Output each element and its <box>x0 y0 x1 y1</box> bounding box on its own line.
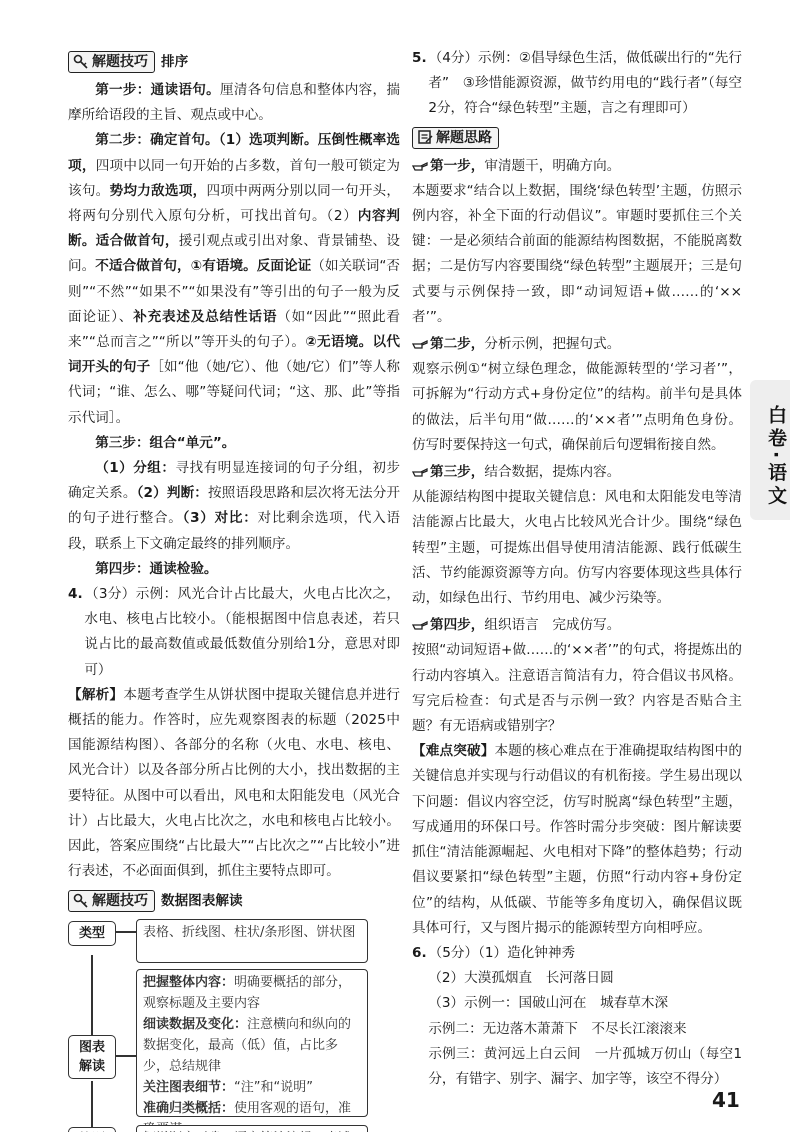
difficulty-breakthrough <box>412 739 742 941</box>
tip-header-sort <box>68 48 400 76</box>
connector-line <box>116 1055 136 1057</box>
tip-badge <box>68 51 155 73</box>
type-text: 表格、折线图、柱状/条形图、饼状图 <box>143 924 356 940</box>
step4-line <box>68 557 400 582</box>
pointing-hand-icon <box>412 465 428 477</box>
pointing-hand-icon <box>412 159 428 171</box>
connector-line <box>116 931 136 933</box>
type-box <box>136 919 368 963</box>
step3-heading-line <box>68 431 400 456</box>
step-subtitle: 结合数据，提炼内容。 <box>484 464 621 481</box>
reading-text <box>137 970 367 1132</box>
idea-step-2-body: 观察示例①“树立绿色理念，做能源转型的‘学习者’”，可拆解为“行动方式+身份定位”的结构。前半句是具体的做法，后半句用“做……的‘××者’”点明角色身份。仿写时要保持这一句式，确保前后句逻辑衔接自然。 <box>412 361 742 453</box>
step2-paragraph <box>68 128 400 430</box>
step-subtitle: 分析示例，把握句式。 <box>484 336 621 353</box>
idea-step-2 <box>412 332 742 357</box>
step3-f: 对比剩余选项，代入语段，联系上下文确定最终的排列顺序。 <box>68 510 401 552</box>
step2-g: 不适合做首句，①有语境。反面论证 <box>95 258 312 275</box>
idea-badge-label: 解题思路 <box>436 129 492 146</box>
idea-step-1-body: 本题要求“结合以上数据，围绕‘绿色转型’主题，仿照示例内容，补全下面的行动倡议”。审题时要抓住三个关键：一是必须结合前面的能源结构图数据，不能脱离数据；二是仿写内容要围绕“绿色转型”主题展开；三是句式要与示例保持一致，即“动词短语+做……的‘××者’”。 <box>412 182 742 325</box>
key-icon <box>73 892 89 908</box>
step2-f: 援引观点或引出对象、背景铺垫、设问。 <box>68 233 400 275</box>
question-4-body: （3分）示例：风光合计占比最大，火电占比次之，水电、核电占比较小。（能根据图中信息表述，若只说占比的最高数值或最低数值分别给1分，意思对即可） <box>84 586 400 678</box>
step2-heading: 第二步：确定首句。 <box>95 132 219 149</box>
step3-e: （3）对比： <box>182 510 258 527</box>
left-column <box>68 46 400 1132</box>
step3-paragraph <box>68 456 400 557</box>
analysis-body: 本题考查学生从饼状图中提取关键信息并进行概括的能力。作答时，应先观察图表的标题（2025中国能源结构图）、各部分的名称（火电、水电、核电、风光合计）以及各部分所占比例的大小，找出数据的主要特征。从图中可以看出，风电和太阳能发电（风光合计）占比最大，火电占比次之，水电和核电占比较小。因此，答案应围绕“占比最大”“占比次之”“占比较小”进行表述，不必面面俱到，抓住主要特点即可。 <box>68 686 400 880</box>
difficulty-body: 本题的核心难点在于准确提取结构图中的关键信息并实现与行动倡议的有机衔接。学生易出现以下问题：倡议内容空泛，仿写时脱离“绿色转型”主题，写成通用的环保口号。作答时需分步突破：图片解读要抓住“清洁能源崛起、火电相对下降”的整体趋势；行动倡议要紧扣“绿色转型”主题，仿照“行动内容+身份定位”的结构，从低碳、节能等多角度切入，确保倡议既具体可行，又与图片揭示的能源转型方向相呼应。 <box>412 743 743 936</box>
r1-body: 明确要概括的部分，观察标题及主要内容 <box>143 974 352 1011</box>
step2-l: ［如“他（她/它）、他（她/它）们”等人称代词；“谁、怎么、哪”等疑问代词；“这、那、此”等指示代词］。 <box>68 359 400 426</box>
step2-b: 四项中以同一句开始的占多数，首句一般可锁定为该句。 <box>68 157 400 199</box>
question-6-line-2: （2）大漠孤烟直 长河落日圆 <box>428 970 614 987</box>
q6-line: （5分）（1）造化钟神秀 <box>428 944 576 961</box>
step2-j: （如“因此”“照此看来”“总而言之”“所以”等开头的句子）。 <box>68 308 401 351</box>
step-subtitle: 组织语言 完成仿写。 <box>484 617 621 634</box>
idea-badge <box>412 127 499 149</box>
norm-box <box>136 1125 368 1132</box>
step2-c: 势均力敌选项， <box>109 182 207 199</box>
idea-step-4 <box>412 613 742 638</box>
step-heading: 第三步， <box>430 464 485 481</box>
step2-a: （1）选项判断。压倒性概率选项， <box>68 132 400 174</box>
tip-badge <box>68 890 155 912</box>
question-4-analysis <box>68 683 400 885</box>
idea-step-4-body: 按照“动词短语+做……的‘××者’”的句式，将提炼出的行动内容填入。注意语言简洁有力，符合倡议书风格。写完后检查：句式是否与示例一致？内容是否贴合主题？有无语病或错别字？ <box>412 642 742 735</box>
step4-heading: 第四步：通读检验。 <box>95 560 218 577</box>
question-6-line-1 <box>412 941 742 966</box>
question-number: 4. <box>68 586 83 603</box>
tip-badge-label: 解题技巧 <box>92 892 148 909</box>
reading-box <box>136 969 368 1117</box>
difficulty-tag: 【难点突破】 <box>412 743 495 760</box>
right-column <box>412 46 742 1092</box>
r4-body: 使用客观的语句，准 <box>234 1100 352 1116</box>
idea-step-3-body: 从能源结构图中提取关键信息：风电和太阳能发电等清洁能源占比最大，火电占比较风光合计少。围绕“绿色转型”主题，可提炼出倡导使用清洁能源、践行低碳生活、节约能源资源等方向。仿写内容要体现这些具体行动，如绿色出行、节约用电、减少污染等。 <box>412 489 742 607</box>
label-chart-reading: 图表解读 <box>68 1035 116 1079</box>
side-tab: 白卷·语文 <box>750 380 790 520</box>
r2-head: 细读数据及变化： <box>143 1016 248 1032</box>
step3-a: （1）分组： <box>95 460 176 477</box>
step1-body: 厘清各句信息和整体内容，揣摩所给语段的主旨、观点或中心。 <box>68 82 401 124</box>
tip-badge-label: 解题技巧 <box>92 54 148 70</box>
step3-heading: 第三步：组合“单元”。 <box>95 434 236 451</box>
r4-head: 准确归类概括： <box>143 1100 235 1116</box>
step3-c: （2）判断： <box>136 485 209 502</box>
pointing-hand-icon <box>412 337 428 349</box>
step3-d: 按照语段思路和层次将无法分开的句子进行整合。 <box>68 485 401 527</box>
r3-body: “注”和“说明” <box>234 1079 313 1095</box>
step2-e: 内容判断。适合做首句， <box>68 208 400 250</box>
page-number: 41 <box>712 1088 740 1112</box>
notebook-icon <box>417 129 433 145</box>
norm-text <box>137 1126 367 1132</box>
step1-heading: 第一步：通读语句。 <box>95 82 220 98</box>
question-4-answer <box>68 582 400 683</box>
question-5-answer <box>412 46 742 122</box>
connector-line <box>91 1081 93 1127</box>
question-number: 6. <box>412 944 427 961</box>
step2-i: 补充表述及总结性话语 <box>133 308 278 325</box>
connector-line <box>91 955 93 1035</box>
key-icon <box>73 53 89 69</box>
question-6-line-3: （3）示例一：国破山河在 城春草木深 <box>428 995 669 1012</box>
idea-step-1 <box>412 154 742 179</box>
step2-k: ②无语境。以代词开头的句子 <box>68 334 400 376</box>
r1-head: 把握整体内容： <box>143 974 235 990</box>
label-type: 类型 <box>68 921 116 946</box>
tip-header-chart <box>68 887 400 915</box>
idea-header <box>412 124 742 152</box>
question-6-line-4: 示例二：无边落木萧萧下 不尽长江滚滚来 <box>428 1020 687 1037</box>
question-6-line-5: 示例三：黄河远上白云间 一片孤城万仞山（每空1分，有错字、别字、漏字、加字等，该空不得分） <box>428 1045 742 1087</box>
step-heading: 第四步， <box>430 617 485 634</box>
step-subtitle: 审清题干，明确方向。 <box>484 157 621 174</box>
label-answer-norms <box>68 1127 116 1132</box>
step-heading: 第一步， <box>430 157 485 174</box>
tip-title: 排序 <box>161 54 189 70</box>
tip-title: 数据图表解读 <box>161 892 243 909</box>
step-heading: 第二步， <box>430 336 485 353</box>
idea-step-3 <box>412 460 742 485</box>
r3-head: 关注图表细节： <box>143 1079 235 1095</box>
chart-reading-diagram <box>68 919 400 1132</box>
step1-paragraph <box>68 78 400 128</box>
question-number: 5. <box>412 50 427 66</box>
step2-d: 四项中两两分别以同一句开头，将两句分别代入原句分析，可找出首句。（2） <box>68 182 400 225</box>
analysis-tag: 【解析】 <box>68 686 124 703</box>
r2-body: 注意横向和纵向的数据变化，最高（低）值，占比多少，总结规律 <box>143 1016 352 1074</box>
step2-h: （如关联词“否则”“不然”“如果不”“如果没有”等引出的句子一般为反面论证）、 <box>68 258 401 325</box>
step3-b: 寻找有明显连接词的句子分组，初步确定关系。 <box>68 460 400 502</box>
question-5-body: （4分）示例：②倡导绿色生活，做低碳出行的“先行者” ③珍惜能源资源，做节约用电的“践行者”（每空2分，符合“绿色转型”主题，言之有理即可） <box>428 50 742 117</box>
pointing-hand-icon <box>412 618 428 630</box>
